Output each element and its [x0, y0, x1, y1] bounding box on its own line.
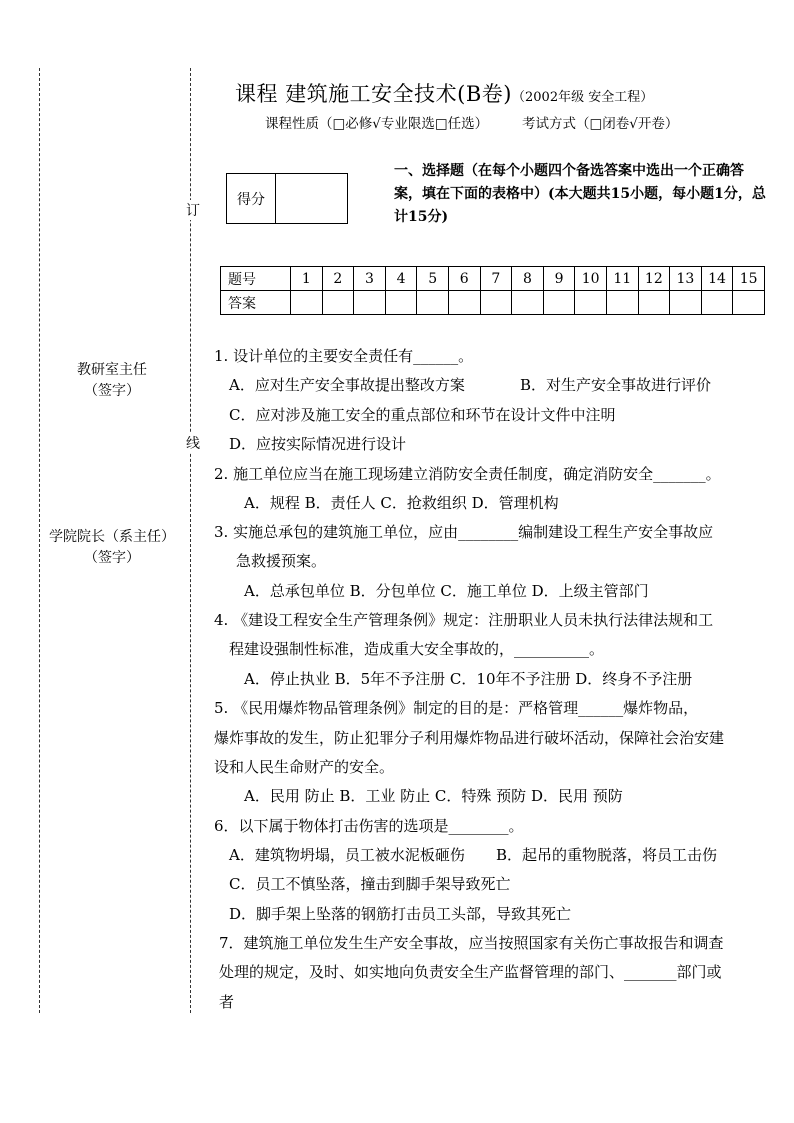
- answer-cell[interactable]: [354, 291, 386, 315]
- q4-stem-line1: 4. 《建设工程安全生产管理条例》规定：注册职业人员未执行法律法规和工: [214, 611, 714, 629]
- answer-cell[interactable]: [575, 291, 607, 315]
- question-number: 12: [638, 267, 670, 291]
- q5-stem-line2: 爆炸事故的发生，防止犯罪分子利用爆炸物品进行破坏活动，保障社会治安建: [214, 729, 725, 747]
- question-number: 4: [385, 267, 417, 291]
- q5-options: A．民用 防止 B．工业 防止 C．特殊 预防 D．民用 预防: [244, 787, 623, 805]
- question-number: 14: [701, 267, 733, 291]
- exam-mode: 考试方式（□闭卷√开卷）: [522, 116, 679, 132]
- question-number: 7: [480, 267, 512, 291]
- course-label: 课程: [235, 82, 278, 106]
- question-number: 13: [670, 267, 702, 291]
- q2-stem: 2. 施工单位应当在施工现场建立消防安全责任制度，确定消防安全_______。: [214, 465, 721, 483]
- q1-option-c: C．应对涉及施工安全的重点部位和环节在设计文件中注明: [229, 406, 616, 424]
- q7-stem-line3: 者: [219, 993, 235, 1011]
- director-title: 教研室主任: [77, 362, 147, 378]
- question-number-label: 题号: [221, 267, 291, 291]
- question-number-row: [221, 267, 765, 291]
- q4-options: A．停止执业 B．5年不予注册 C．10年不予注册 D．终身不予注册: [244, 670, 693, 688]
- answer-cell[interactable]: [385, 291, 417, 315]
- q1-option-a: A．应对生产安全事故提出整改方案: [229, 376, 465, 394]
- answer-cell[interactable]: [322, 291, 354, 315]
- dean-title: 学院院长（系主任）: [49, 529, 175, 545]
- q6-option-d: D．脚手架上坠落的钢筋打击员工头部，导致其死亡: [229, 905, 572, 923]
- answer-cell[interactable]: [733, 291, 765, 315]
- question-number: 6: [448, 267, 480, 291]
- answer-cell[interactable]: [543, 291, 575, 315]
- answer-cell[interactable]: [417, 291, 449, 315]
- q6-option-b: B．起吊的重物脱落，将员工击伤: [496, 846, 718, 864]
- question-number: 1: [291, 267, 323, 291]
- binding-mark-xian: 线: [186, 433, 200, 453]
- q3-options: A．总承包单位 B．分包单位 C．施工单位 D．上级主管部门: [244, 582, 649, 600]
- q5-stem-line1: 5. 《民用爆炸物品管理条例》制定的目的是：严格管理______爆炸物品，: [214, 699, 699, 717]
- question-number: 2: [322, 267, 354, 291]
- answer-cell[interactable]: [701, 291, 733, 315]
- answer-cell[interactable]: [291, 291, 323, 315]
- answer-row: [221, 291, 765, 315]
- binding-mark-ding: 订: [186, 200, 200, 220]
- question-number: 11: [606, 267, 638, 291]
- section1-heading: 一、选择题（在每个小题四个备选答案中选出一个正确答案，填在下面的表格中）(本大题共15小题，每小题1分，总计15分): [394, 163, 766, 225]
- score-field[interactable]: [276, 174, 347, 223]
- answer-cell[interactable]: [670, 291, 702, 315]
- answer-cell[interactable]: [448, 291, 480, 315]
- q3-stem-line2: 急救援预案。: [236, 552, 327, 570]
- q7-stem-line1: 7．建筑施工单位发生生产安全事故，应当按照国家有关伤亡事故报告和调查: [219, 934, 724, 952]
- answer-table: [220, 266, 765, 315]
- answer-cell[interactable]: [480, 291, 512, 315]
- answer-cell[interactable]: [512, 291, 544, 315]
- answer-label: 答案: [221, 291, 291, 315]
- grade-info: （2002年级 安全工程）: [512, 90, 654, 105]
- question-number: 10: [575, 267, 607, 291]
- q6-option-c: C．员工不慎坠落，撞击到脚手架导致死亡: [229, 875, 511, 893]
- answer-cell[interactable]: [606, 291, 638, 315]
- course-nature: 课程性质（□必修√专业限选□任选）: [265, 116, 489, 132]
- question-number: 9: [543, 267, 575, 291]
- q4-stem-line2: 程建设强制性标准，造成重大安全事故的，__________。: [229, 640, 605, 658]
- q1-option-b: B．对生产安全事故进行评价: [520, 376, 712, 394]
- answer-cell[interactable]: [638, 291, 670, 315]
- question-number: 15: [733, 267, 765, 291]
- score-label: 得分: [227, 174, 276, 223]
- q1-stem: 1. 设计单位的主要安全责任有______。: [214, 347, 474, 365]
- dean-sign-label: （签字）: [84, 550, 140, 566]
- q6-option-a: A．建筑物坍塌，员工被水泥板砸伤: [229, 846, 465, 864]
- q3-stem-line1: 3. 实施总承包的建筑施工单位，应由________编制建设工程生产安全事故应: [214, 523, 714, 541]
- q6-stem: 6．以下属于物体打击伤害的选项是________。: [214, 817, 524, 835]
- question-number: 5: [417, 267, 449, 291]
- q5-stem-line3: 设和人民生命财产的安全。: [214, 758, 395, 776]
- director-sign-label: （签字）: [84, 383, 140, 399]
- q7-stem-line2: 处理的规定，及时、如实地向负责安全生产监督管理的部门、_______部门或: [219, 963, 722, 981]
- q2-options: A．规程 B．责任人 C．抢救组织 D．管理机构: [244, 494, 559, 512]
- course-name: 建筑施工安全技术(B卷): [285, 82, 513, 106]
- question-number: 8: [512, 267, 544, 291]
- question-number: 3: [354, 267, 386, 291]
- score-box: [226, 173, 348, 224]
- exam-title: [235, 78, 653, 108]
- q1-option-d: D．应按实际情况进行设计: [229, 435, 407, 453]
